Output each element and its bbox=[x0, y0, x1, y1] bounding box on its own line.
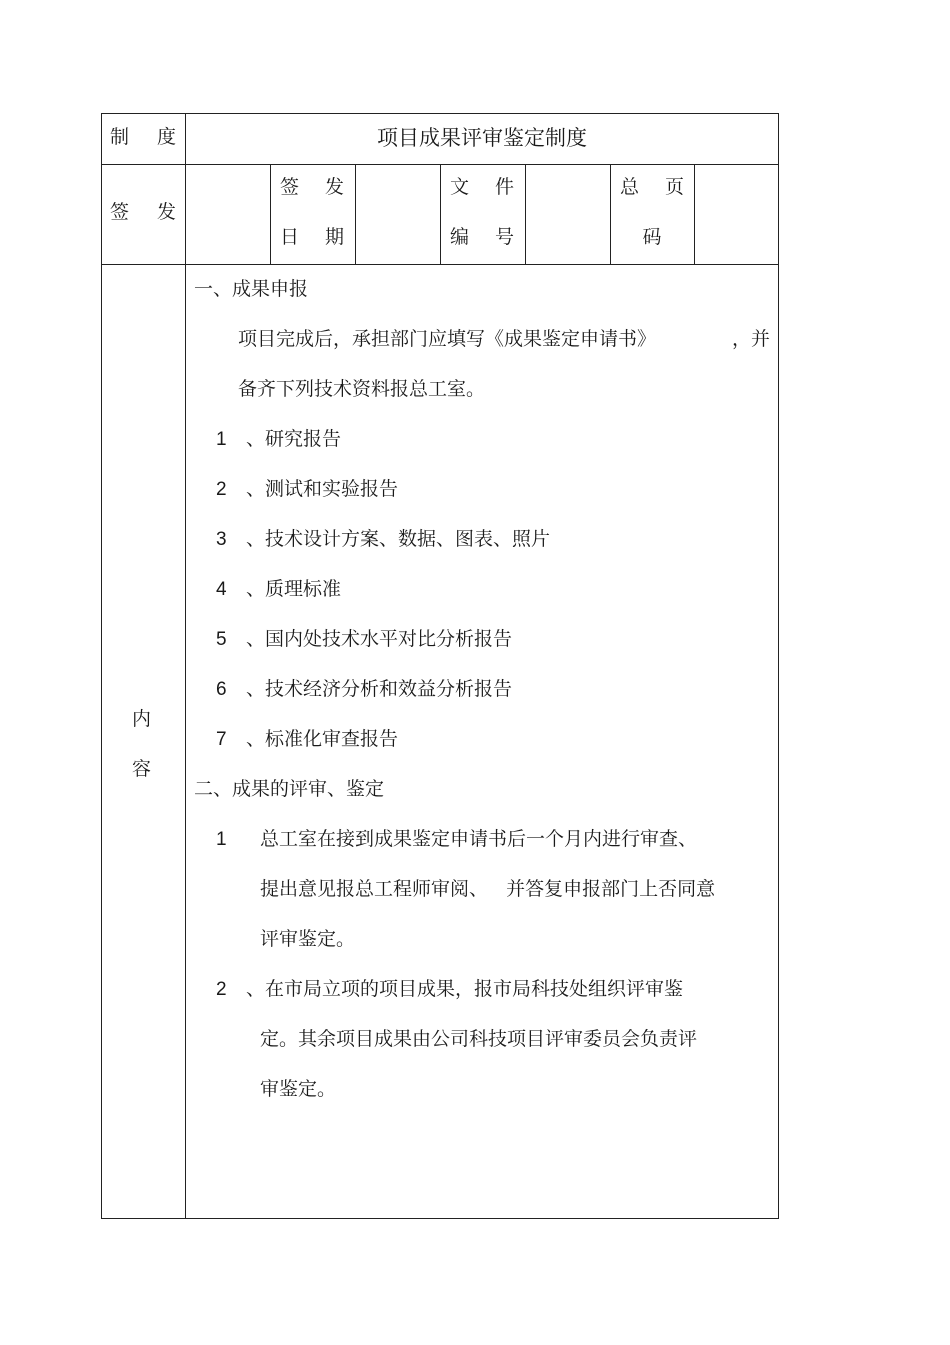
paragraph-line: 提出意见报总工程师审阅、 并答复申报部门上否同意 bbox=[260, 878, 716, 900]
paragraph-line: 审鉴定。 bbox=[260, 1078, 337, 1100]
sign-date-label: 日 期 bbox=[280, 226, 344, 248]
doc-number-label: 文 件 bbox=[450, 176, 514, 198]
section-heading: 二、成果的评审、鉴定 bbox=[194, 778, 385, 800]
list-item: 6 、技术经济分析和效益分析报告 bbox=[216, 678, 513, 700]
list-item: 1 总工室在接到成果鉴定申请书后一个月内进行审查、 bbox=[216, 828, 698, 850]
category-label: 制 度 bbox=[110, 126, 176, 148]
column-divider bbox=[694, 164, 695, 264]
content-body bbox=[186, 265, 778, 1218]
list-item: 7 、标准化审查报告 bbox=[216, 728, 399, 750]
column-divider bbox=[525, 164, 526, 264]
paragraph-line: 备齐下列技术资料报总工室。 bbox=[238, 378, 486, 400]
total-pages-label: 总 页 bbox=[620, 176, 684, 198]
list-item: 2 、测试和实验报告 bbox=[216, 478, 399, 500]
list-item: 3 、技术设计方案、数据、图表、照片 bbox=[216, 528, 551, 550]
regulation-table bbox=[101, 113, 779, 1219]
sign-label: 签 发 bbox=[110, 201, 176, 223]
title-cell bbox=[186, 114, 778, 164]
sign-date-label: 签 发 bbox=[280, 176, 344, 198]
list-item: 1 、研究报告 bbox=[216, 428, 342, 450]
section-heading: 一、成果申报 bbox=[194, 278, 309, 300]
column-divider bbox=[610, 164, 611, 264]
list-item: 5 、国内处技术水平对比分析报告 bbox=[216, 628, 513, 650]
column-divider bbox=[440, 164, 441, 264]
paragraph-line: 定。其余项目成果由公司科技项目评审委员会负责评 bbox=[260, 1028, 698, 1050]
content-label: 内 bbox=[132, 708, 152, 730]
paragraph-line: 评审鉴定。 bbox=[260, 928, 356, 950]
list-item: 2 、在市局立项的项目成果，报市局科技处组织评审鉴 bbox=[216, 978, 684, 1000]
paragraph-line: 项目完成后，承担部门应填写《成果鉴定申请书》 ，并 bbox=[238, 328, 770, 350]
page-title: 项目成果评审鉴定制度 bbox=[377, 126, 587, 150]
column-divider bbox=[355, 164, 356, 264]
total-pages-label: 码 bbox=[642, 226, 662, 248]
column-divider bbox=[270, 164, 271, 264]
content-label: 容 bbox=[132, 758, 152, 780]
list-item: 4 、质理标准 bbox=[216, 578, 342, 600]
doc-number-label: 编 号 bbox=[450, 226, 514, 248]
